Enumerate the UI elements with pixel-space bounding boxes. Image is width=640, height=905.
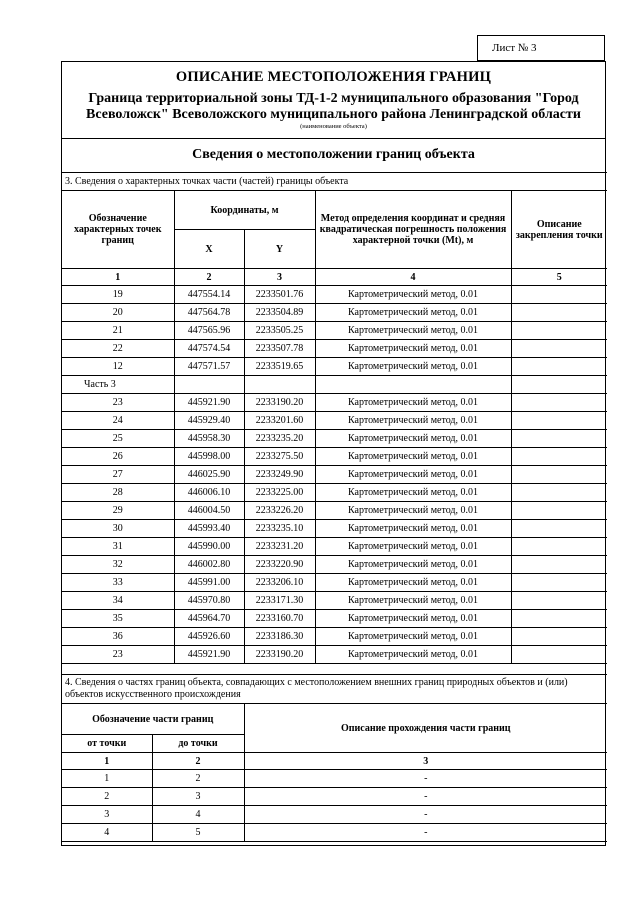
cell-x: 445970.80: [174, 592, 244, 610]
table-row: [62, 304, 607, 322]
cell-x: 447571.57: [174, 358, 244, 376]
table-row: [62, 466, 607, 484]
cell-x: 447574.54: [174, 340, 244, 358]
table-row: [62, 610, 607, 628]
cell-y: 2233249.90: [244, 466, 315, 484]
col-number: 3: [244, 753, 607, 770]
cell-pt: 24: [62, 412, 174, 430]
header-x: X: [174, 230, 244, 269]
col-number: 1: [62, 753, 152, 770]
cell-pt: 34: [62, 592, 174, 610]
cell-desc: -: [244, 788, 607, 806]
cell-to: 3: [152, 788, 244, 806]
cell-y: 2233507.78: [244, 340, 315, 358]
cell-y: 2233171.30: [244, 592, 315, 610]
cell-x: 446004.50: [174, 502, 244, 520]
cell-x: 446025.90: [174, 466, 244, 484]
cell-method: Картометрический метод, 0.01: [315, 502, 511, 520]
col-number: 2: [174, 269, 244, 286]
cell-method: Картометрический метод, 0.01: [315, 304, 511, 322]
cell-pt: 25: [62, 430, 174, 448]
cell-y: 2233226.20: [244, 502, 315, 520]
cell-x: 446002.80: [174, 556, 244, 574]
table-row: [62, 788, 607, 806]
table-row: [62, 502, 607, 520]
cell-method: Картометрический метод, 0.01: [315, 358, 511, 376]
cell-y: 2233201.60: [244, 412, 315, 430]
cell-method: Картометрический метод, 0.01: [315, 538, 511, 556]
header-to: до точки: [152, 735, 244, 753]
table-row: [62, 484, 607, 502]
cell-desc: [511, 592, 607, 610]
cell-pt: 20: [62, 304, 174, 322]
header-description: Описание закрепления точки: [511, 191, 607, 269]
cell-y: 2233225.00: [244, 484, 315, 502]
points-table: [62, 172, 607, 664]
cell-desc: [511, 286, 607, 304]
table-row: [62, 430, 607, 448]
cell-pt: 36: [62, 628, 174, 646]
header-method: Метод определения координат и средняя квадратическая погрешность положения характерной точки (Mt), м: [315, 191, 511, 269]
cell-to: 2: [152, 770, 244, 788]
cell-from: 2: [62, 788, 152, 806]
cell-method: Картометрический метод, 0.01: [315, 484, 511, 502]
cell-desc: [511, 466, 607, 484]
cell-y: 2233235.10: [244, 520, 315, 538]
table-row: [62, 340, 607, 358]
cell-method: Картометрический метод, 0.01: [315, 466, 511, 484]
part-label: Часть 3: [62, 376, 174, 394]
cell-desc: -: [244, 770, 607, 788]
cell-x: 445998.00: [174, 448, 244, 466]
cell-y: 2233235.20: [244, 430, 315, 448]
col-number: 1: [62, 269, 174, 286]
cell-desc: [511, 322, 607, 340]
cell-pt: 23: [62, 394, 174, 412]
header-y: Y: [244, 230, 315, 269]
cell-x: 445991.00: [174, 574, 244, 592]
header-designation: Обозначение характерных точек границ: [62, 191, 174, 269]
cell-desc: -: [244, 824, 607, 842]
parts-table: [62, 674, 607, 842]
cell-x: 445993.40: [174, 520, 244, 538]
cell-from: 4: [62, 824, 152, 842]
title-block: [62, 62, 605, 139]
cell-pt: 12: [62, 358, 174, 376]
cell-x: 445921.90: [174, 646, 244, 664]
cell-desc: [511, 610, 607, 628]
cell-x: 445964.70: [174, 610, 244, 628]
cell-x: 445990.00: [174, 538, 244, 556]
sheet-number: Лист № 3: [477, 35, 605, 61]
table-row: [62, 628, 607, 646]
cell-y: 2233231.20: [244, 538, 315, 556]
cell-desc: [511, 574, 607, 592]
cell-pt: 32: [62, 556, 174, 574]
cell-desc: [511, 538, 607, 556]
table-row: [62, 538, 607, 556]
table-row: [62, 574, 607, 592]
cell-pt: 31: [62, 538, 174, 556]
cell-method: Картометрический метод, 0.01: [315, 592, 511, 610]
table-row: [62, 412, 607, 430]
cell-desc: [511, 484, 607, 502]
cell-to: 4: [152, 806, 244, 824]
cell-x: 447565.96: [174, 322, 244, 340]
object-name: Граница территориальной зоны ТД-1-2 муниципального образования "Город Всеволожск" Всеволожского муниципального района Ленинградской области: [86, 91, 581, 122]
cell-y: 2233275.50: [244, 448, 315, 466]
table-row: [62, 322, 607, 340]
cell-pt: 28: [62, 484, 174, 502]
cell-method: Картометрический метод, 0.01: [315, 430, 511, 448]
cell-method: Картометрический метод, 0.01: [315, 520, 511, 538]
cell-method: Картометрический метод, 0.01: [315, 412, 511, 430]
col-number: 4: [315, 269, 511, 286]
cell-pt: 30: [62, 520, 174, 538]
table-row: [62, 824, 607, 842]
cell-pt: 19: [62, 286, 174, 304]
cell-method: Картометрический метод, 0.01: [315, 556, 511, 574]
cell-pt: 29: [62, 502, 174, 520]
cell-pt: 21: [62, 322, 174, 340]
cell-desc: [511, 430, 607, 448]
cell-y: 2233504.89: [244, 304, 315, 322]
cell-desc: [511, 340, 607, 358]
cell-desc: [511, 448, 607, 466]
table-row: [62, 520, 607, 538]
cell-desc: [511, 502, 607, 520]
cell-from: 3: [62, 806, 152, 824]
cell-y: 2233505.25: [244, 322, 315, 340]
cell-x: 445921.90: [174, 394, 244, 412]
cell-x: 446006.10: [174, 484, 244, 502]
table-row: [62, 394, 607, 412]
cell-y: 2233519.65: [244, 358, 315, 376]
col-number: 3: [244, 269, 315, 286]
cell-method: Картометрический метод, 0.01: [315, 322, 511, 340]
section-title: Сведения о местоположении границ объекта: [62, 138, 605, 173]
document-frame: [61, 61, 606, 846]
cell-desc: [511, 358, 607, 376]
cell-method: Картометрический метод, 0.01: [315, 394, 511, 412]
table-row: [62, 358, 607, 376]
cell-pt: 35: [62, 610, 174, 628]
cell-x: 445929.40: [174, 412, 244, 430]
header-part-designation: Обозначение части границ: [62, 704, 244, 735]
cell-method: Картометрический метод, 0.01: [315, 610, 511, 628]
document-title: ОПИСАНИЕ МЕСТОПОЛОЖЕНИЯ ГРАНИЦ: [175, 69, 492, 85]
cell-y: 2233160.70: [244, 610, 315, 628]
cell-y: 2233220.90: [244, 556, 315, 574]
cell-x: 445958.30: [174, 430, 244, 448]
cell-method: Картометрический метод, 0.01: [315, 340, 511, 358]
cell-x: 447564.78: [174, 304, 244, 322]
cell-y: 2233190.20: [244, 394, 315, 412]
parts-section-label: 4. Сведения о частях границ объекта, совпадающих с местоположением внешних границ природных объектов и (или) объектов искусственного происхождения: [62, 675, 607, 704]
cell-to: 5: [152, 824, 244, 842]
cell-pt: 26: [62, 448, 174, 466]
cell-pt: 22: [62, 340, 174, 358]
table-row: [62, 592, 607, 610]
cell-x: 445926.60: [174, 628, 244, 646]
cell-method: Картометрический метод, 0.01: [315, 448, 511, 466]
cell-method: Картометрический метод, 0.01: [315, 646, 511, 664]
table-row: [62, 448, 607, 466]
cell-y: 2233190.20: [244, 646, 315, 664]
cell-pt: 27: [62, 466, 174, 484]
cell-desc: [511, 628, 607, 646]
header-part-description: Описание прохождения части границ: [244, 704, 607, 753]
col-number: 2: [152, 753, 244, 770]
object-name-caption: (наименование объекта): [300, 123, 367, 130]
cell-desc: [511, 304, 607, 322]
cell-desc: -: [244, 806, 607, 824]
table-row: [62, 286, 607, 304]
cell-desc: [511, 556, 607, 574]
table-row: [62, 770, 607, 788]
cell-desc: [511, 520, 607, 538]
header-coords: Координаты, м: [174, 191, 315, 230]
cell-pt: 23: [62, 646, 174, 664]
table-row: [62, 646, 607, 664]
cell-y: 2233186.30: [244, 628, 315, 646]
cell-method: Картометрический метод, 0.01: [315, 628, 511, 646]
cell-desc: [511, 394, 607, 412]
cell-y: 2233501.76: [244, 286, 315, 304]
cell-desc: [511, 412, 607, 430]
cell-desc: [511, 646, 607, 664]
cell-pt: 33: [62, 574, 174, 592]
points-section-label: 3. Сведения о характерных точках части (частей) границы объекта: [62, 173, 607, 191]
cell-method: Картометрический метод, 0.01: [315, 286, 511, 304]
header-from: от точки: [62, 735, 152, 753]
table-row: [62, 806, 607, 824]
cell-x: 447554.14: [174, 286, 244, 304]
col-number: 5: [511, 269, 607, 286]
cell-method: Картометрический метод, 0.01: [315, 574, 511, 592]
cell-from: 1: [62, 770, 152, 788]
cell-y: 2233206.10: [244, 574, 315, 592]
table-row: [62, 556, 607, 574]
